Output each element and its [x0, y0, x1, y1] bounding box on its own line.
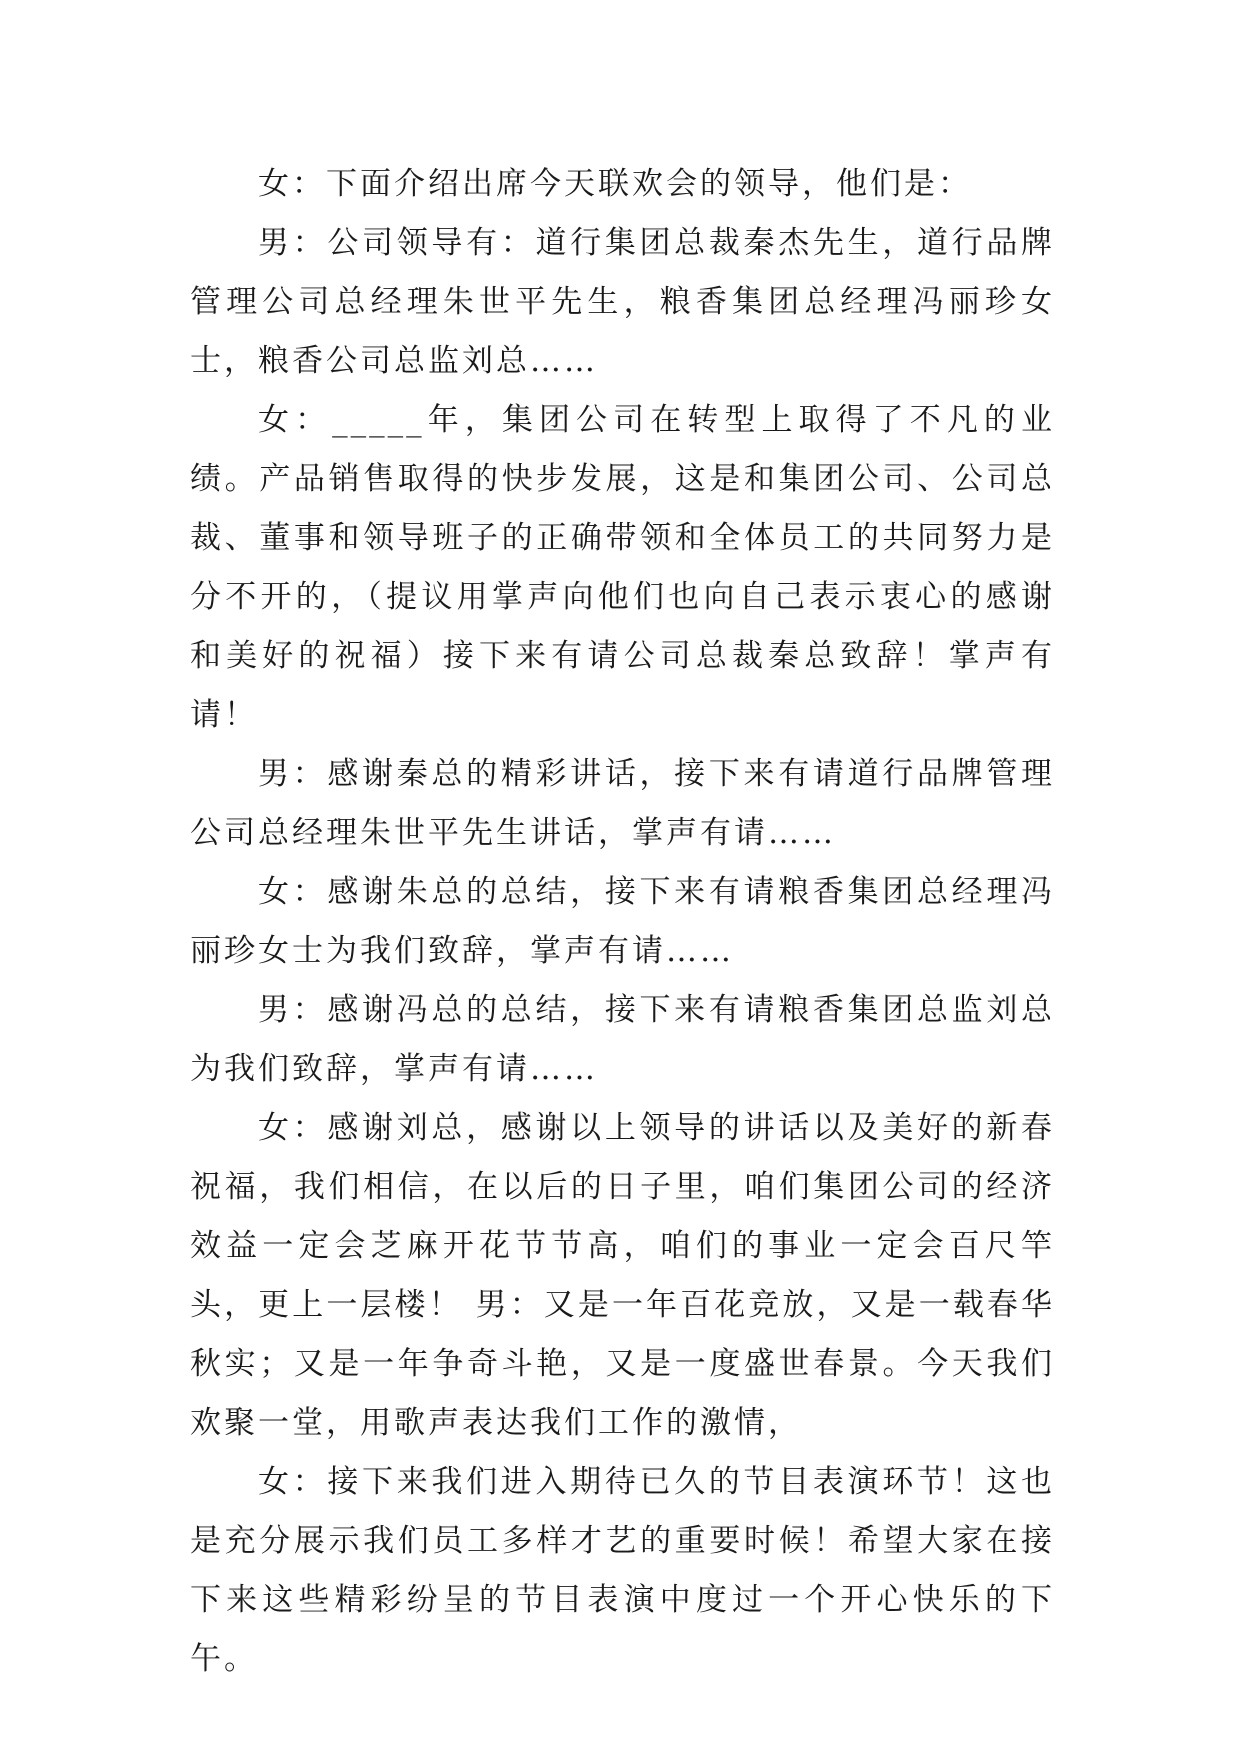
paragraph: 男：感谢秦总的精彩讲话，接下来有请道行品牌管理公司总经理朱世平先生讲话，掌声有请……	[190, 756, 1055, 851]
paragraph: 女：感谢朱总的总结，接下来有请粮香集团总经理冯丽珍女士为我们致辞，掌声有请……	[190, 874, 1055, 969]
document-body	[190, 155, 1055, 1689]
paragraph: 女：感谢刘总，感谢以上领导的讲话以及美好的新春祝福，我们相信，在以后的日子里，咱们集团公司的经济效益一定会芝麻开花节节高，咱们的事业一定会百尺竿头，更上一层楼！ 男：又是一年百花竞放，又是一载春华秋实；又是一年争奇斗艳，又是一度盛世春景。今天我们欢聚一堂，用歌声表达我们工作的激情，	[190, 1110, 1055, 1441]
paragraph: 女：下面介绍出席今天联欢会的领导，他们是：	[258, 166, 972, 202]
paragraph: 女：_____年，集团公司在转型上取得了不凡的业绩。产品销售取得的快步发展，这是和集团公司、公司总裁、董事和领导班子的正确带领和全体员工的共同努力是分不开的，（提议用掌声向他们也向自己表示衷心的感谢和美好的祝福）接下来有请公司总裁秦总致辞！掌声有请！	[190, 402, 1055, 733]
paragraph: 男：公司领导有：道行集团总裁秦杰先生，道行品牌管理公司总经理朱世平先生，粮香集团总经理冯丽珍女士，粮香公司总监刘总……	[190, 225, 1055, 379]
paragraph: 女：接下来我们进入期待已久的节目表演环节！这也是充分展示我们员工多样才艺的重要时候！希望大家在接下来这些精彩纷呈的节目表演中度过一个开心快乐的下午。	[190, 1464, 1055, 1677]
paragraph: 男：感谢冯总的总结，接下来有请粮香集团总监刘总为我们致辞，掌声有请……	[190, 992, 1055, 1087]
